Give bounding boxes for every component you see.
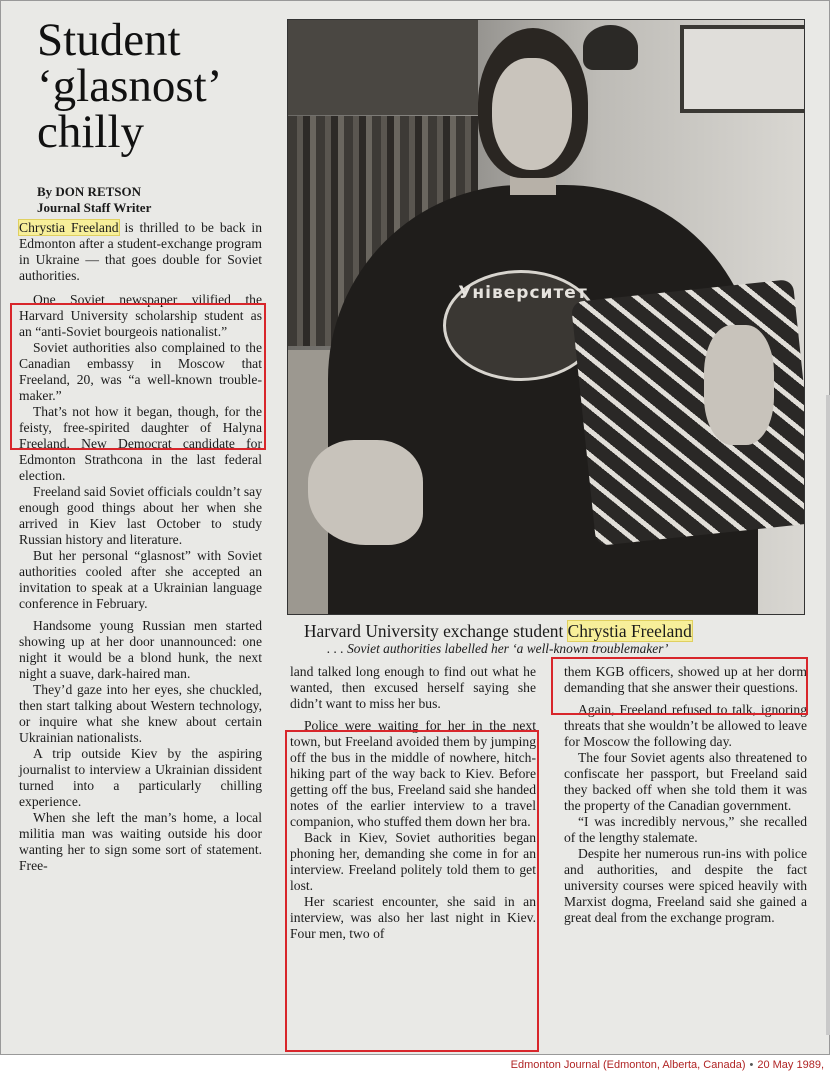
paragraph: Despite her numerous run-ins with police and authorities, and despite the fact university courses were spiced heavily with Marxist dogma, Freeland said she gained a great deal from the exchange program.: [564, 846, 807, 925]
highlighted-name: Chrystia Freeland: [19, 220, 119, 235]
paragraph: land talked long enough to find out what he wanted, then excused herself saying she didn’t want to miss her bus.: [290, 664, 536, 711]
source-link[interactable]: Edmonton Journal (Edmonton, Alberta, Canada): [510, 1059, 746, 1071]
shirt-logo-text: Університет: [458, 283, 588, 303]
photo-subcaption: . . . Soviet authorities labelled her ‘a well-known troublemaker’: [327, 641, 669, 656]
source-footer: [511, 1059, 824, 1071]
annotation-box-1: [10, 303, 266, 450]
byline-title: Journal Staff Writer: [37, 200, 152, 215]
paragraph: them KGB officers, showed up at her dorm demanding that she answer their questions.: [564, 664, 807, 695]
photo-chrystia-freeland: [287, 19, 805, 615]
highlighted-name: Chrystia Freeland: [567, 621, 692, 641]
scrollbar[interactable]: [826, 395, 830, 1035]
paragraph: But her personal “glasnost” with Soviet authorities cooled after she accepted an invitation to speak at a Ukrainian language conference in February.: [19, 548, 262, 611]
photo-caption: Harvard University exchange student Chrystia Freeland: [304, 621, 692, 641]
paragraph: “I was incredibly nervous,” she recalled of the lengthy stalemate.: [564, 814, 807, 845]
picture-frame: [680, 25, 805, 113]
paragraph: Her scariest encounter, she said in an interview, was also her last night in Kiev. Four men, two of: [290, 894, 536, 941]
paragraph: A trip outside Kiev by the aspiring journalist to interview a Ukrainian dissident turned into a particularly chilling experience.: [19, 746, 262, 809]
separator: •: [749, 1059, 754, 1071]
right-hand: [704, 325, 774, 445]
paragraph: When she left the man’s home, a local militia man was waiting outside his door wanting her to sign some sort of statement. Free-: [19, 810, 262, 873]
paragraph: The four Soviet agents also threatened to confiscate her passport, but Freeland said they backed off when she told them it was the property of the Canadian government.: [564, 750, 807, 813]
paragraph: They’d gaze into her eyes, she chuckled, then start talking about Western technology, or inquire what she knew about certain Ukrainian nationalists.: [19, 682, 262, 745]
left-hand: [308, 440, 423, 545]
paragraph: One Soviet newspaper vilified the Harvard University scholarship student as an “anti-Soviet bourgeois nationalist.”: [19, 292, 262, 339]
paragraph: Back in Kiev, Soviet authorities began phoning her, demanding she come in for an interview. Freeland politely told them to get lost.: [290, 830, 536, 893]
lamp: [583, 25, 638, 70]
paragraph: Police were waiting for her in the next town, but Freeland avoided them by jumping off the bus in the middle of nowhere, hitch-hiking part of the way back to Kiev. Before getting off the bus, Freeland said she handed notes of the earlier interview to a travel companion, who stuffed them down her bra.: [290, 718, 536, 829]
paragraph: Chrystia Freeland is thrilled to be back in Edmonton after a student-exchange program in Ukraine — that goes double for Soviet authorities.: [19, 220, 262, 283]
paragraph: Freeland said Soviet officials couldn’t say enough good things about her when she arrived in Kiev last October to study Russian history and literature.: [19, 484, 262, 547]
annotation-box-2: [285, 730, 539, 1052]
paragraph: Again, Freeland refused to talk, ignoring threats that she wouldn’t be allowed to leave for Moscow the following day.: [564, 702, 807, 749]
paragraph: Soviet authorities also complained to the Canadian embassy in Moscow that Freeland, 20, was “a well-known trouble-maker.”: [19, 340, 262, 403]
paragraph: Handsome young Russian men started showing up at her door unannounced: one night it would be a blond hunk, the next night a suave, dark-haired man.: [19, 618, 262, 681]
paragraph: That’s not how it began, though, for the feisty, free-spirited daughter of Halyna Freeland, New Democrat candidate for Edmonton Strathcona in the last federal election.: [19, 404, 262, 483]
headline: Student ‘glasnost’ chilly: [37, 14, 219, 158]
bookshelf-top: [288, 20, 478, 115]
source-date: 20 May 1989,: [757, 1059, 824, 1071]
face: [492, 58, 572, 170]
annotation-box-3: [551, 657, 808, 715]
byline: [37, 184, 151, 216]
byline-author: By DON RETSON: [37, 184, 142, 199]
